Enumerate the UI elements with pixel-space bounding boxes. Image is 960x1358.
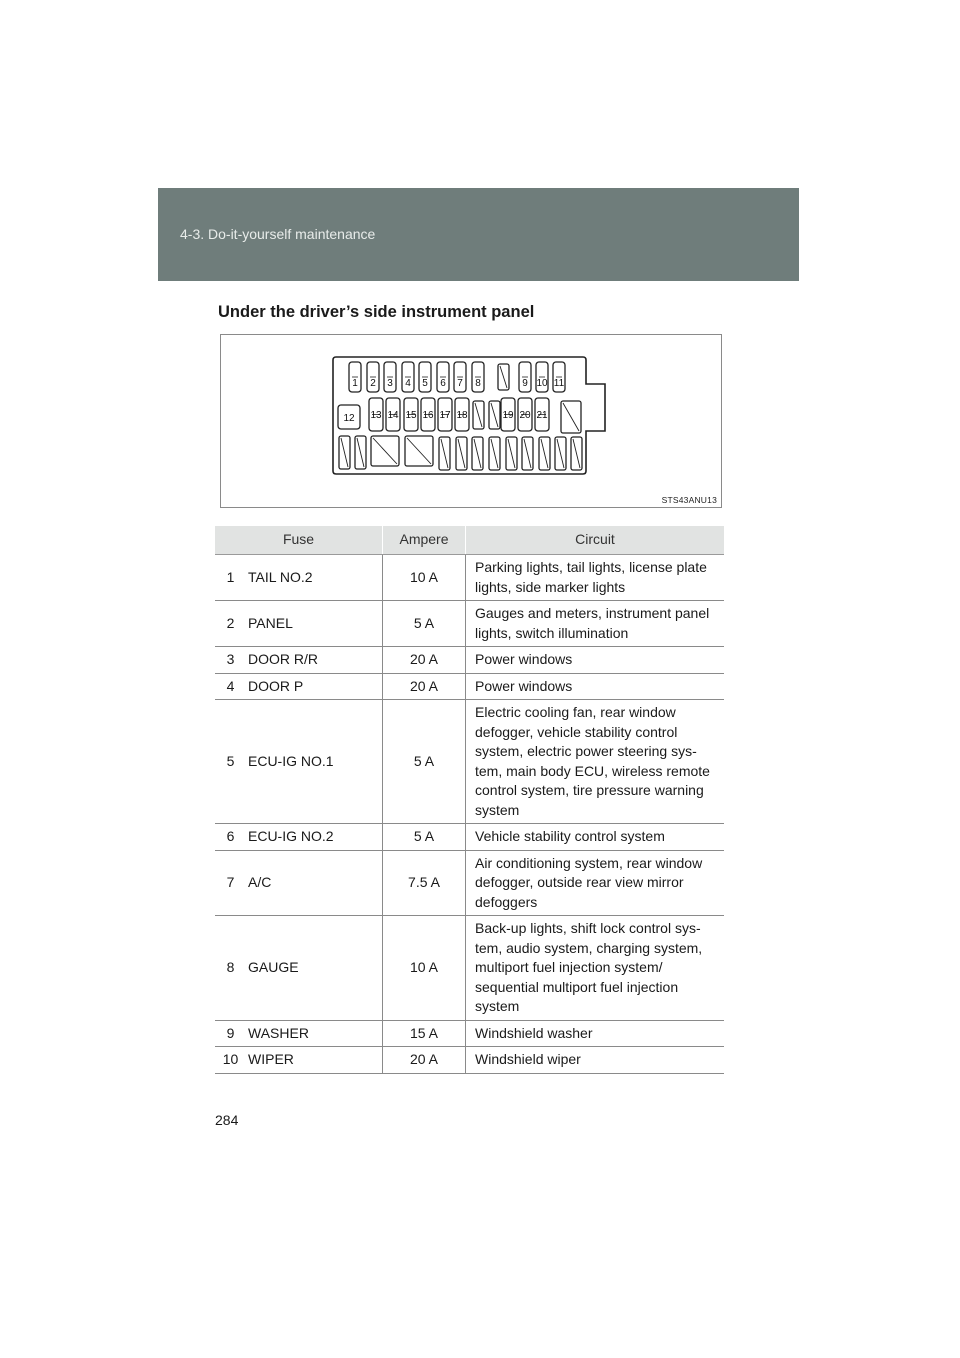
bottom-slot-11-diag [573, 439, 580, 468]
fuse-number: 10 [215, 1047, 246, 1074]
fuse-label-12: 12 [343, 413, 355, 424]
fuse-circuit: Air conditioning system, rear window defogger, outside rear view mirror defoggers [466, 850, 725, 916]
relay-slot-2-diag [407, 438, 431, 464]
table-row [215, 700, 724, 824]
bottom-slot-2-diag [357, 438, 364, 467]
fuse-name: TAIL NO.2 [246, 555, 383, 601]
fuse-label-9: 9 [522, 378, 528, 389]
fuse-number: 9 [215, 1020, 246, 1047]
fuse-ampere: 20 A [383, 1047, 466, 1074]
fuse-circuit: Gauges and meters, instrument panel lights, switch illumination [466, 601, 725, 647]
spare-slot-c-diag [491, 403, 498, 427]
bottom-slot-6-diag [491, 439, 498, 468]
bottom-slot-4-diag [458, 439, 465, 468]
table-row [215, 647, 724, 674]
fuse-label-14: 14 [387, 410, 399, 421]
table-row [215, 673, 724, 700]
fuse-name: DOOR P [246, 673, 383, 700]
fuse-number: 1 [215, 555, 246, 601]
table-row [215, 824, 724, 851]
fuse-circuit: Windshield wiper [466, 1047, 725, 1074]
bottom-slot-3-diag [441, 439, 448, 468]
fuse-label-2: 2 [370, 378, 376, 389]
table-row [215, 1020, 724, 1047]
section-header [158, 188, 799, 281]
fuse-ampere: 10 A [383, 555, 466, 601]
fuse-ampere: 20 A [383, 647, 466, 674]
fuse-circuit: Back-up lights, shift lock control sys-tem, audio system, charging system, multiport fuel injection system/ sequential multiport fuel injection system [466, 916, 725, 1021]
fuse-name: PANEL [246, 601, 383, 647]
fuse-name: WIPER [246, 1047, 383, 1074]
fuse-circuit: Windshield washer [466, 1020, 725, 1047]
fuse-ampere: 20 A [383, 673, 466, 700]
header-fuse: Fuse [215, 526, 383, 555]
table-row [215, 1047, 724, 1074]
fuse-label-1: 1 [352, 378, 358, 389]
bottom-slot-8-diag [524, 439, 531, 468]
fuse-number: 6 [215, 824, 246, 851]
fuse-name: ECU-IG NO.1 [246, 700, 383, 824]
fuse-number: 5 [215, 700, 246, 824]
section-title: 4-3. Do-it-yourself maintenance [180, 226, 376, 242]
fuse-name: ECU-IG NO.2 [246, 824, 383, 851]
figure-code: STS43ANU13 [661, 495, 717, 505]
spare-slot-b-diag [475, 403, 482, 427]
page-subtitle: Under the driver’s side instrument panel [218, 303, 535, 321]
fuse-number: 7 [215, 850, 246, 916]
relay-slot-right-diag [563, 403, 579, 431]
fuse-label-8: 8 [475, 378, 481, 389]
fuse-label-17: 17 [439, 410, 451, 421]
fuse-name: GAUGE [246, 916, 383, 1021]
fuse-ampere: 15 A [383, 1020, 466, 1047]
relay-slot-1-diag [373, 438, 397, 464]
fuse-box-diagram [221, 335, 721, 507]
header-circuit: Circuit [466, 526, 725, 555]
fuse-box-illustration [220, 334, 722, 508]
fuse-circuit: Parking lights, tail lights, license plate lights, side marker lights [466, 555, 725, 601]
fuse-label-10: 10 [536, 378, 548, 389]
fuse-name: A/C [246, 850, 383, 916]
table-row [215, 850, 724, 916]
table-row [215, 601, 724, 647]
table-header-row [215, 526, 724, 555]
fuse-ampere: 5 A [383, 601, 466, 647]
page-number: 284 [215, 1112, 239, 1128]
fuse-table [215, 526, 724, 1074]
fuse-label-13: 13 [370, 410, 382, 421]
fuse-label-16: 16 [422, 410, 434, 421]
fuse-label-6: 6 [440, 378, 446, 389]
fuse-circuit: Vehicle stability control system [466, 824, 725, 851]
fuse-name: WASHER [246, 1020, 383, 1047]
header-ampere: Ampere [383, 526, 466, 555]
fuse-circuit: Power windows [466, 673, 725, 700]
fuse-name: DOOR R/R [246, 647, 383, 674]
fuse-ampere: 10 A [383, 916, 466, 1021]
fuse-number: 8 [215, 916, 246, 1021]
bottom-slot-7-diag [508, 439, 515, 468]
fuse-ampere: 7.5 A [383, 850, 466, 916]
fuse-label-7: 7 [457, 378, 463, 389]
fuse-label-15: 15 [405, 410, 417, 421]
fuse-label-11: 11 [553, 378, 565, 389]
fuse-ampere: 5 A [383, 700, 466, 824]
fuse-label-5: 5 [422, 378, 428, 389]
table-row [215, 916, 724, 1021]
fuse-label-4: 4 [405, 378, 411, 389]
bottom-slot-9-diag [541, 439, 548, 468]
fuse-circuit: Electric cooling fan, rear window defogger, vehicle stability control system, electric power steering sys-tem, main body ECU, wireless remote control system, tire pressure warning system [466, 700, 725, 824]
fuse-label-3: 3 [387, 378, 393, 389]
bottom-slot-1-diag [341, 438, 348, 467]
fuse-circuit: Power windows [466, 647, 725, 674]
fuse-number: 3 [215, 647, 246, 674]
bottom-slot-5-diag [474, 439, 481, 468]
fuse-label-19: 19 [502, 410, 514, 421]
fuse-number: 2 [215, 601, 246, 647]
fuse-number: 4 [215, 673, 246, 700]
bottom-slot-10-diag [557, 439, 564, 468]
spare-slot-a-diag [500, 366, 507, 388]
fuse-label-21: 21 [536, 410, 548, 421]
fuse-label-20: 20 [519, 410, 531, 421]
fuse-ampere: 5 A [383, 824, 466, 851]
table-row [215, 555, 724, 601]
fuse-label-18: 18 [456, 410, 468, 421]
